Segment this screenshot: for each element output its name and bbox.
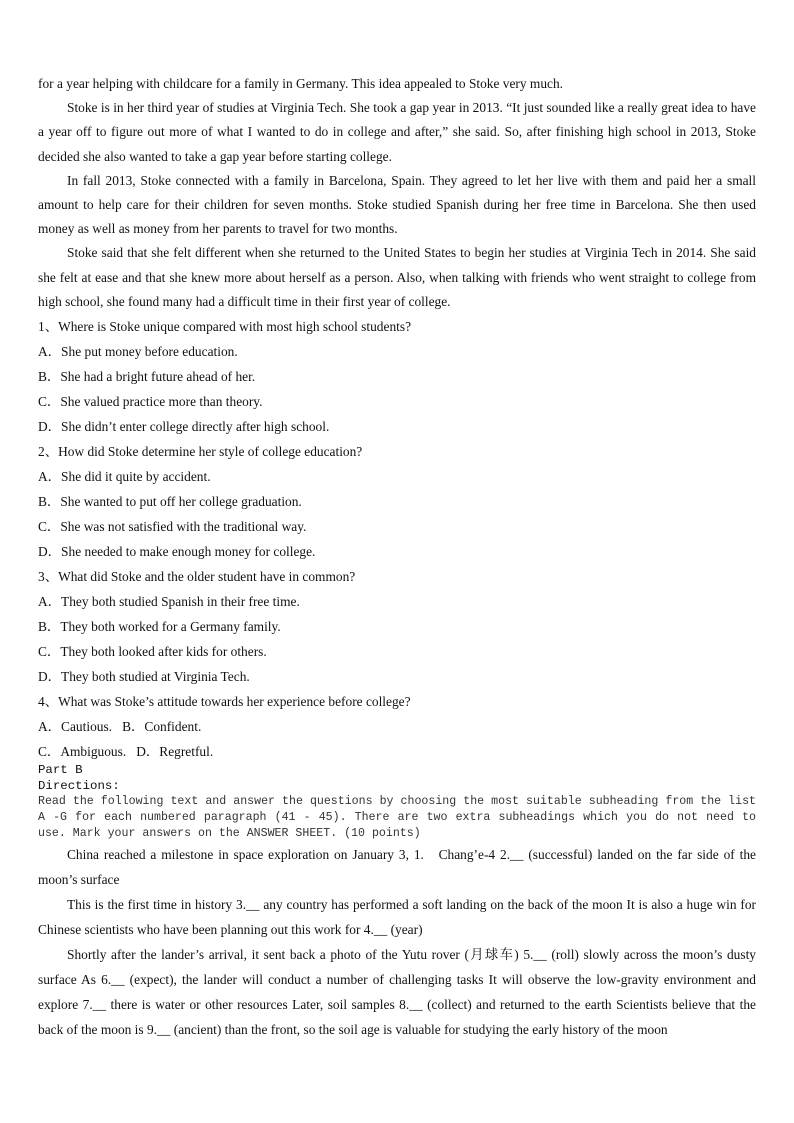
question-4 [38, 689, 756, 764]
option: B．They both worked for a Germany family. [38, 619, 281, 635]
option: A．She did it quite by accident. [38, 469, 211, 485]
option: C．She valued practice more than theory. [38, 394, 263, 410]
option: B．She had a bright future ahead of her. [38, 369, 256, 385]
directions-text: Read the following text and answer the questions by choosing the most suitable subheading from the list A -G for each numbered paragraph (41 - 45). There are two extra subheadings which you do not need to use. Mark your answers on the ANSWER SHEET. (10 points) [38, 795, 756, 841]
passage-paragraph: In fall 2013, Stoke connected with a family in Barcelona, Spain. They agreed to let her live with them and paid her a small amount to help care for their children for seven months. Stoke studied Spanish during her free time in Barcelona. She then used money as well as money from her parents to travel for two months. [38, 172, 756, 237]
cloze-paragraph: China reached a milestone in space exploration on January 3, 1. Chang’e-4 2.__ (successful) landed on the far side of the moon’s surface [38, 847, 760, 888]
question-stem: 2、How did Stoke determine her style of college education? [38, 444, 363, 460]
option: C．They both looked after kids for others. [38, 644, 267, 660]
option: D．She didn’t enter college directly after high school. [38, 419, 330, 435]
passage-paragraph: Stoke said that she felt different when she returned to the United States to begin her studies at Virginia Tech in 2014. She said she felt at ease and that she knew more about herself as a person. Also, when talking with friends who went straight to college from high school, she found many had a difficult time in their first year of college. [38, 245, 756, 309]
question-stem: 3、What did Stoke and the older student have in common? [38, 569, 356, 585]
option: C．Ambiguous. D．Regretful. [38, 744, 214, 760]
passage-paragraph: for a year helping with childcare for a family in Germany. This idea appealed to Stoke very much. [38, 76, 564, 91]
cloze-paragraph: This is the first time in history 3.__ any country has performed a soft landing on the back of the moon It is also a huge win for Chinese scientists who have been planning out this work for 4.__ (year) [38, 897, 756, 938]
option: B．She wanted to put off her college graduation. [38, 494, 302, 510]
cloze-paragraph: Shortly after the lander’s arrival, it sent back a photo of the Yutu rover (月球车) 5.__ (roll) slowly across the moon’s dusty surface As 6.__ (expect), the lander will conduct a number of challenging tasks It will observe the low-gravity environment and explore 7.__ there is water or other resources Later, soil samples 8.__ (collect) and returned to the earth Scientists believe that the back of the moon is 9.__ (ancient) than the front, so the soil age is valuable for studying the early history of the moon [38, 947, 756, 1038]
option: D．They both studied at Virginia Tech. [38, 669, 250, 685]
option: A．She put money before education. [38, 344, 238, 360]
option: A．Cautious. B．Confident. [38, 719, 202, 735]
option: C．She was not satisfied with the traditional way. [38, 519, 307, 535]
question-1 [38, 314, 756, 439]
part-b [38, 762, 760, 1042]
question-3 [38, 564, 756, 689]
option: D．She needed to make enough money for college. [38, 544, 316, 560]
passage-paragraph: Stoke is in her third year of studies at Virginia Tech. She took a gap year in 2013. “It just sounded like a really great idea to have a year off to figure out more of what I wanted to do in college and after,” she said. So, after finishing high school in 2013, Stoke decided she also wanted to take a gap year before starting college. [38, 100, 756, 164]
question-stem: 4、What was Stoke’s attitude towards her experience before college? [38, 694, 411, 710]
option: A．They both studied Spanish in their free time. [38, 594, 300, 610]
directions-label: Directions: [38, 779, 120, 794]
document-page [38, 72, 760, 1042]
question-2 [38, 439, 756, 564]
part-b-title: Part B [38, 763, 83, 778]
question-stem: 1、Where is Stoke unique compared with most high school students? [38, 319, 412, 335]
